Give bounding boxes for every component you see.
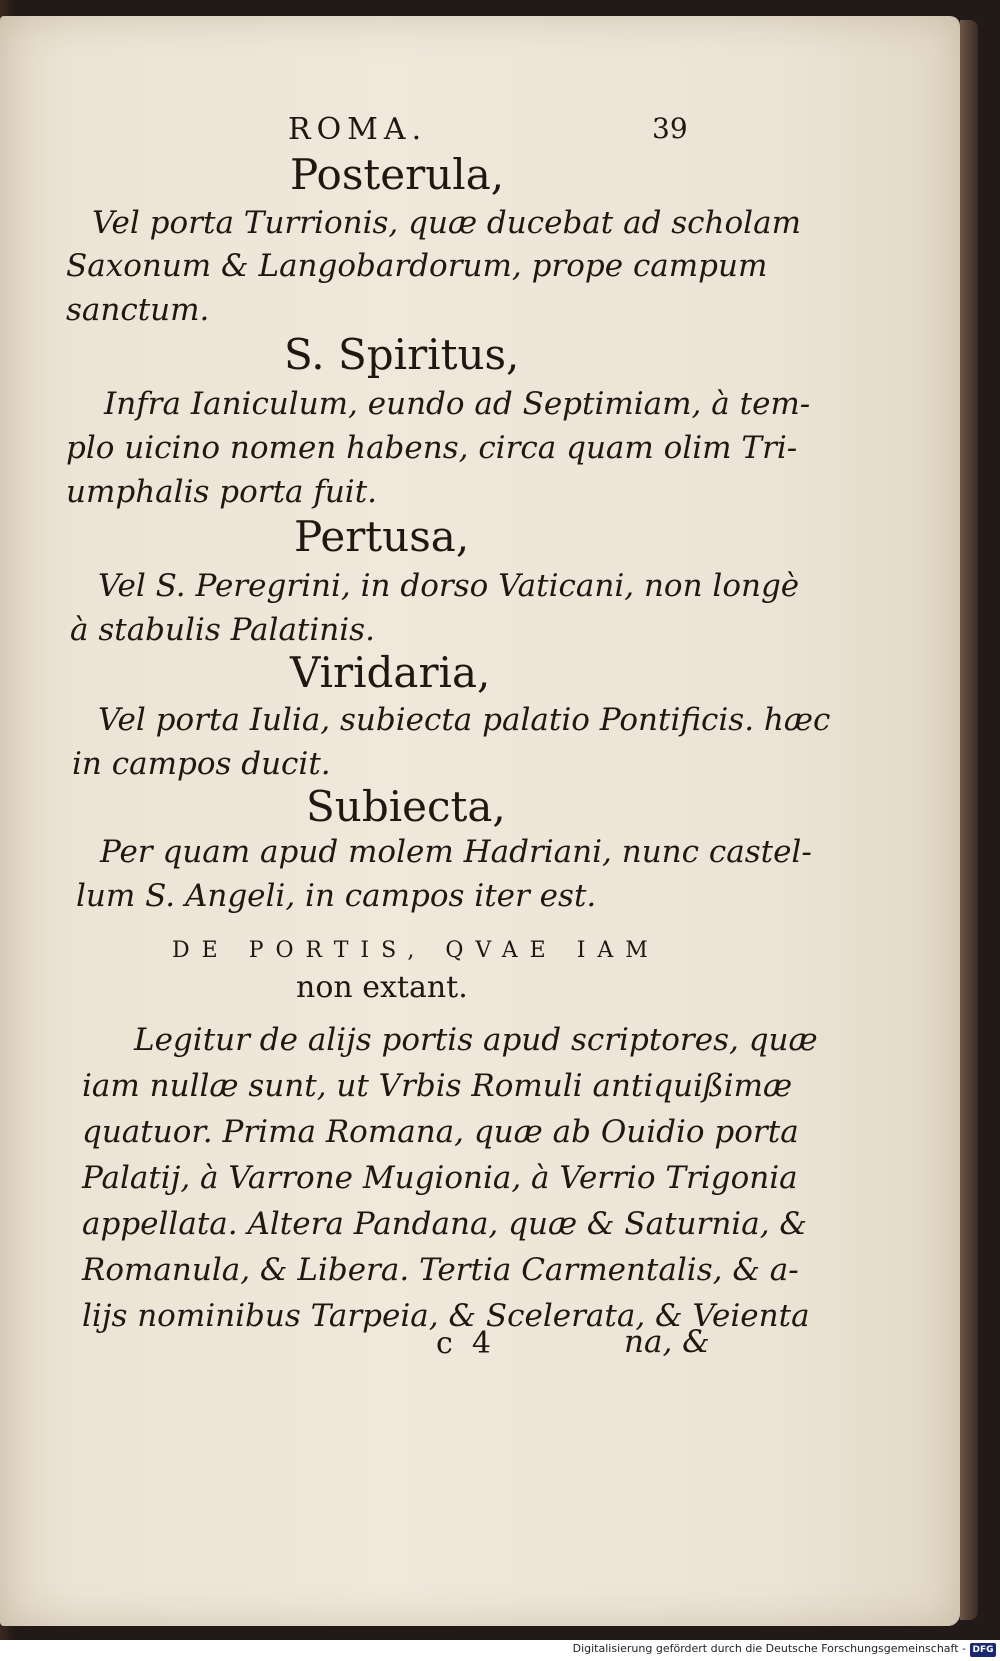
section-line: lum S. Angeli, in campos iter est. bbox=[76, 878, 597, 914]
section-line: Saxonum & Langobardorum, prope campum bbox=[66, 248, 768, 284]
section-heading-posterula: Posterula, bbox=[290, 150, 505, 199]
paragraph-line: iam nullæ sunt, ut Vrbis Romuli antiquißimæ bbox=[82, 1068, 793, 1104]
section-line: plo uicino nomen habens, circa quam olim Tri- bbox=[66, 430, 798, 466]
section-line: umphalis porta fuit. bbox=[66, 474, 378, 510]
section-line: Vel porta Iulia, subiecta palatio Pontificis. hæc bbox=[98, 702, 831, 738]
paragraph-line: Palatij, à Varrone Mugionia, à Verrio Trigonia bbox=[82, 1160, 798, 1196]
footer-credit: Digitalisierung gefördert durch die Deutsche Forschungsgemeinschaft - bbox=[572, 1642, 966, 1655]
catchword: na, & bbox=[624, 1324, 710, 1360]
section-heading-pertusa: Pertusa, bbox=[294, 512, 470, 561]
paragraph-line: lijs nominibus Tarpeia, & Scelerata, & Veienta bbox=[82, 1298, 810, 1334]
paragraph-line: Romanula, & Libera. Tertia Carmentalis, & a- bbox=[82, 1252, 799, 1288]
paragraph-line: Legitur de alijs portis apud scriptores, quæ bbox=[134, 1022, 818, 1058]
section-line: Vel S. Peregrini, in dorso Vaticani, non longè bbox=[98, 568, 800, 604]
paragraph-line: appellata. Altera Pandana, quæ & Saturnia, & bbox=[82, 1206, 808, 1242]
digitization-footer bbox=[0, 1640, 1000, 1661]
section-heading-subiecta: Subiecta, bbox=[306, 782, 506, 831]
section-line: sanctum. bbox=[66, 292, 210, 328]
book-edge bbox=[960, 20, 978, 1620]
section-heading-viridaria: Viridaria, bbox=[290, 648, 491, 697]
paragraph-line: quatuor. Prima Romana, quæ ab Ouidio porta bbox=[82, 1114, 799, 1150]
running-head: ROMA. bbox=[288, 112, 428, 147]
page-number: 39 bbox=[652, 112, 688, 145]
subheading-caps: DE PORTIS, QVAE IAM bbox=[172, 938, 660, 963]
subheading-line2: non extant. bbox=[296, 970, 468, 1005]
section-line: Infra Ianiculum, eundo ad Septimiam, à tem- bbox=[104, 386, 811, 422]
signature-mark: c 4 bbox=[436, 1326, 491, 1361]
section-line: à stabulis Palatinis. bbox=[70, 612, 375, 648]
section-line: Per quam apud molem Hadriani, nunc castel- bbox=[100, 834, 812, 870]
section-line: in campos ducit. bbox=[72, 746, 331, 782]
dfg-logo: DFG bbox=[970, 1643, 996, 1657]
section-line: Vel porta Turrionis, quæ ducebat ad scholam bbox=[92, 205, 801, 241]
section-heading-s-spiritus: S. Spiritus, bbox=[284, 330, 520, 379]
